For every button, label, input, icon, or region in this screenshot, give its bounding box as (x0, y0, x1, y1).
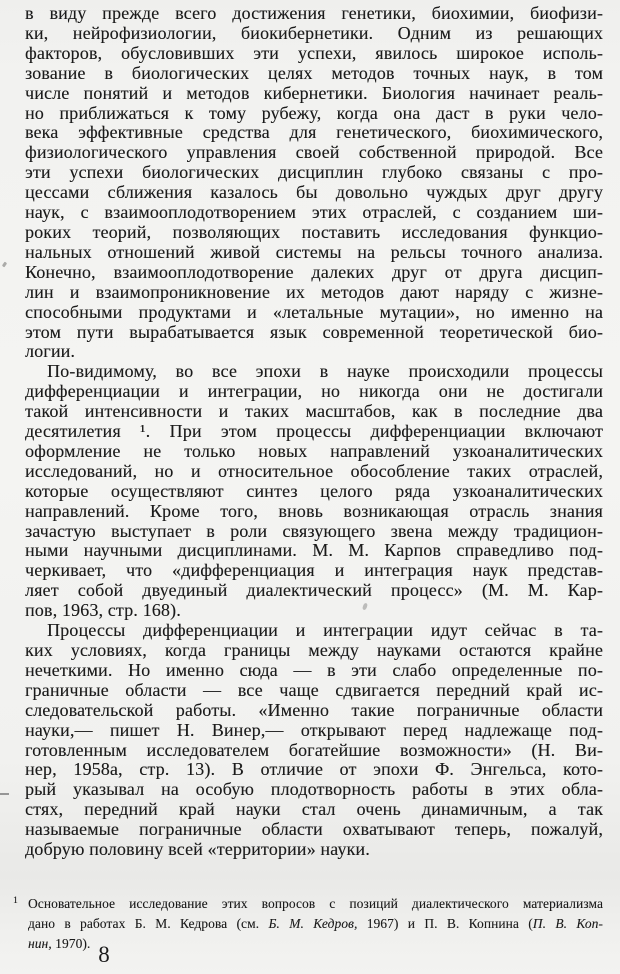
text-line: оформление не только новых направлений узкоаналитических (25, 440, 603, 461)
text-line: лин и взаимопроникновение их методов дают наряду с жизне- (25, 281, 603, 302)
footnote-citation: П. В. Коп- (532, 916, 603, 931)
text-line: Конечно, взаимооплодотворение далеких друг от друга дисцип- (25, 261, 603, 282)
text-line: эти успехи биологических дисциплин глубоко связаны с про- (25, 162, 603, 183)
text-line: добрую половину всей «территории» науки. (25, 839, 370, 860)
text-line: черкивает, что «дифференциация и интеграция наук представ- (25, 560, 603, 581)
text-line: которые осуществляют синтез целого ряда узкоаналитических (25, 480, 603, 501)
text-line: По-видимому, во все эпохи в науке происходили процессы (47, 361, 603, 382)
text-line: ких условиях, когда границы между науками остаются крайне (25, 640, 603, 660)
footnote-line (13, 894, 603, 914)
footnote-text: дано в работах Б. М. Кедрова (см. (28, 916, 269, 931)
text-block (25, 4, 603, 860)
scan-artifact (2, 262, 7, 268)
text-line: нер, 1958а, стр. 13). В отличие от эпохи Ф. Энгельса, кото- (25, 759, 603, 780)
text-line: факторов, обусловивших эти успехи, явилось широкое исполь- (25, 42, 603, 63)
footnote-text: Основательное исследование этих вопросов с позиций диалектического материализма (28, 896, 603, 911)
text-line: такой интенсивности и таких масштабов, как в последние два (25, 401, 603, 422)
text-line: нальных отношений живой системы на рельсы точного анализа. (25, 241, 603, 262)
text-line: наук, с взаимооплодотворением этих отраслей, с созданием ши- (25, 202, 603, 223)
footnote-text: 1970). (51, 936, 91, 951)
footnote-citation: нин, (28, 936, 52, 951)
text-line: числе понятий и методов кибернетики. Биология начинает реаль- (25, 82, 603, 103)
text-line: пов, 1963, стр. 168). (25, 600, 181, 621)
text-line: зачастую выступает в роли связующего звена между традицион- (25, 520, 603, 541)
page-number: 8 (98, 942, 110, 967)
text-line: физиологического управления своей собственной природой. Все (25, 142, 603, 163)
text-line: следовательской работы. «Именно такие пограничные области (25, 699, 603, 720)
text-line: в виду прежде всего достижения генетики, биохимии, биофизи- (25, 3, 603, 23)
footnote-line (28, 914, 603, 934)
text-line: готовленным исследователем богатейшие возможности» (Н. Ви- (25, 739, 603, 760)
text-line: нечеткими. Но именно сюда — в эти слабо определенные по- (25, 659, 603, 680)
footnote-text: 1967) и П. В. Копнина ( (357, 916, 533, 931)
text-line: стях, передний край науки стал очень динамичным, а так (25, 799, 603, 820)
text-line: логии. (25, 341, 76, 362)
paragraph (25, 621, 603, 860)
text-line: рый указывал на особую плодотворность работы в этих обла- (25, 779, 603, 800)
text-line: дифференциации и интеграции, но никогда они не достигали (25, 381, 603, 402)
footnote-citation: Б. М. Кедров, (268, 916, 358, 931)
text-line: называемые пограничные области охватывают теперь, пожалуй, (25, 819, 603, 840)
text-line: ляет собой двуединый диалектический процесс» (М. М. Кар- (25, 580, 603, 601)
text-line: науки,— пишет Н. Винер,— открывают перед надлежаще под- (25, 719, 603, 740)
scan-artifact (0, 793, 9, 795)
text-line: зование в биологических целях методов точных наук, в том (25, 62, 603, 83)
paragraph (25, 362, 603, 621)
text-line: Процессы дифференциации и интеграции идут сейчас в та- (47, 620, 603, 641)
text-line: этом пути вырабатывается язык современной теоретической био- (25, 321, 603, 342)
text-line: ными научными дисциплинами. М. М. Карпов справедливо под- (25, 540, 603, 561)
text-line: ки, нейрофизиологии, биокибернетики. Одним из решающих (25, 22, 603, 43)
text-line: века эффективные средства для генетического, биохимического, (25, 122, 603, 143)
footnote-marker: 1 (13, 896, 18, 906)
text-line: способными продуктами и «летальные мутации», но именно на (25, 301, 603, 322)
text-line: направлений. Кроме того, вновь возникающая отрасль знания (25, 500, 603, 521)
text-line: роких теорий, позволяющих поставить исследования функцио- (25, 221, 603, 242)
paragraph (25, 4, 603, 362)
text-line: цессами сближения казалось бы довольно чуждых друг другу (25, 182, 603, 203)
text-line: десятилетия ¹. При этом процессы дифференциации включают (25, 421, 603, 442)
text-line: исследований, но и относительное обособление таких отраслей, (25, 460, 603, 481)
text-line: граничные области — все чаще сдвигается передний край ис- (25, 679, 603, 700)
text-line: но приближаться к тому рубежу, когда она даст в руки чело- (25, 102, 603, 123)
